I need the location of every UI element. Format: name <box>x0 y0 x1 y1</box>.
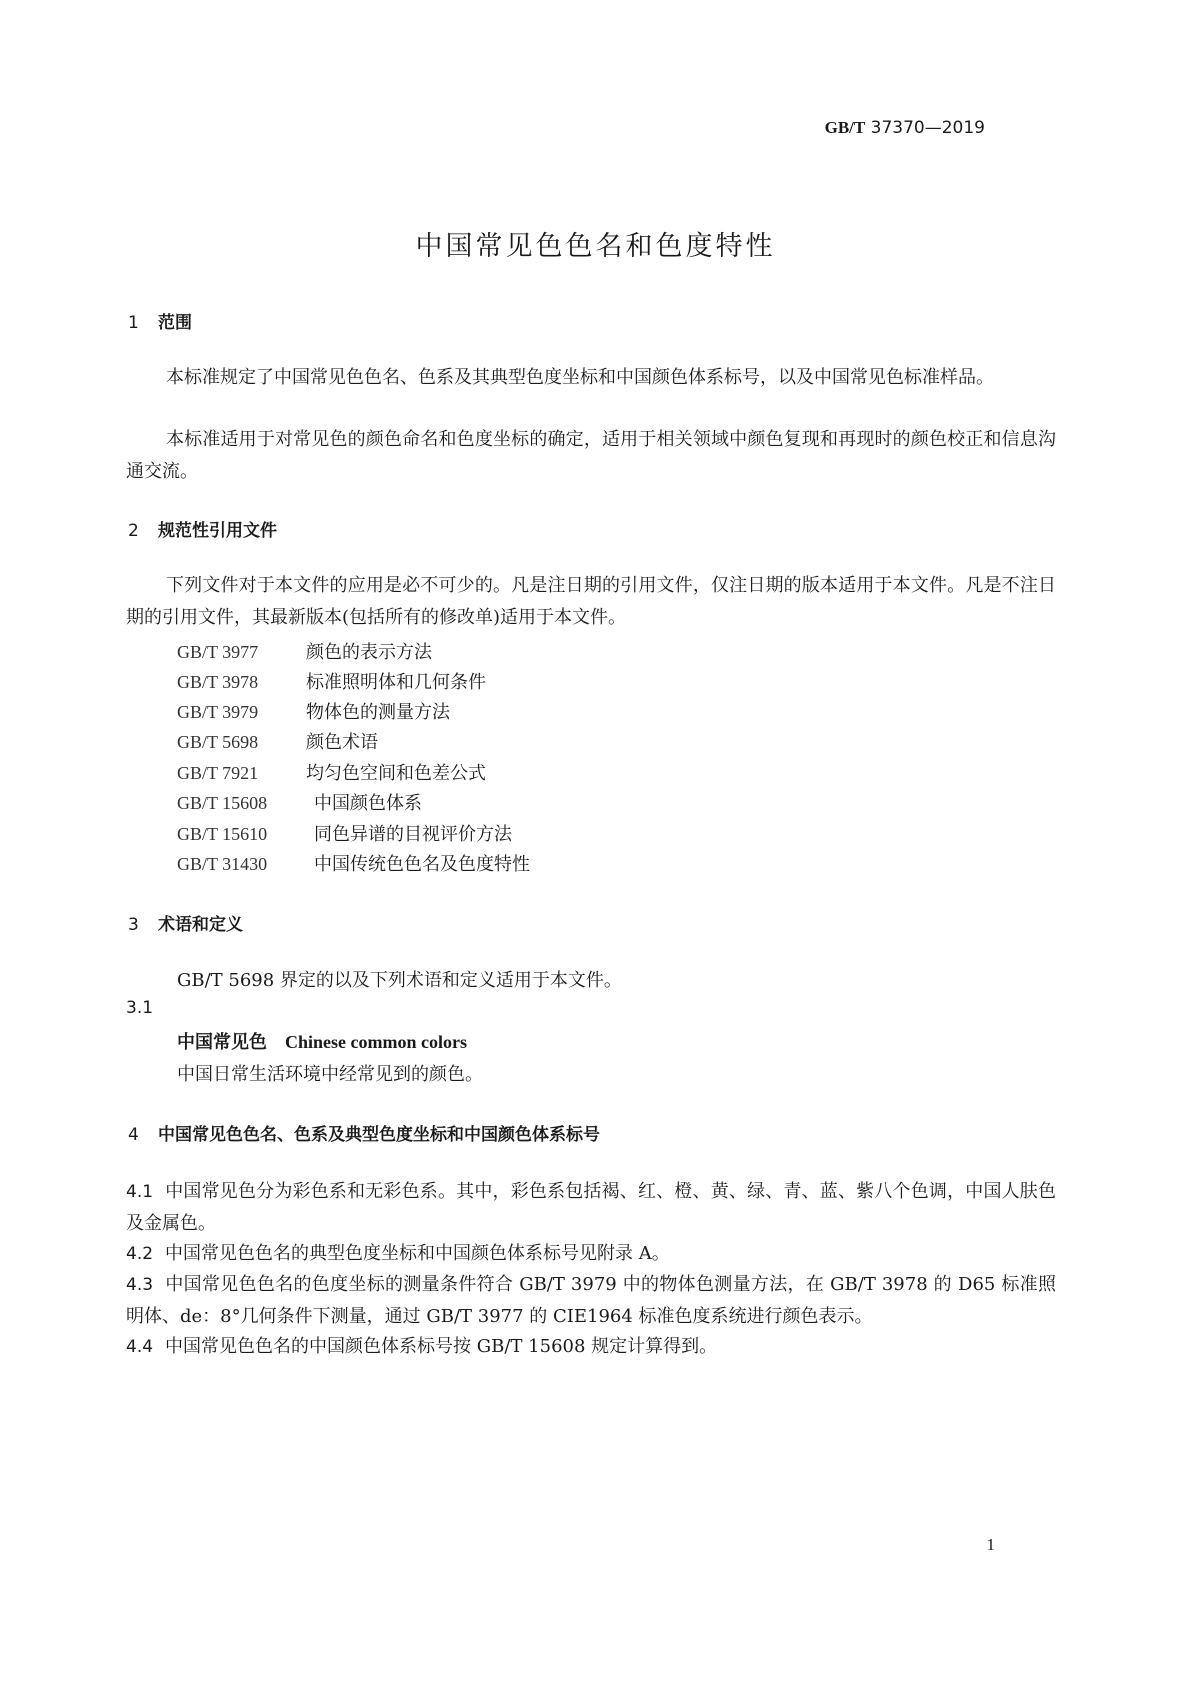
reference-title: 同色异谱的目视评价方法 <box>314 824 512 845</box>
section-1-paragraph-2: 本标准适用于对常见色的颜色命名和色度坐标的确定，适用于相关领域中颜色复现和再现时的颜色校正和信息沟通交流。 <box>126 429 1056 482</box>
reference-item <box>177 728 378 754</box>
section-title: 中国常见色色名、色系及典型色度坐标和中国颜色体系标号 <box>158 1125 600 1145</box>
reference-code: GB/T 7921 <box>177 763 259 783</box>
term-definition: 中国日常生活环境中经常见到的颜色。 <box>177 1064 483 1085</box>
reference-code: GB/T 5698 <box>177 732 259 752</box>
section-2-heading <box>128 516 277 541</box>
reference-item <box>177 759 486 785</box>
section-1-paragraph-1: 本标准规定了中国常见色色名、色系及其典型色度坐标和中国颜色体系标号，以及中国常见色标准样品。 <box>166 367 994 388</box>
clause-4-3 <box>126 1269 1056 1333</box>
section-number: 1 <box>128 313 139 333</box>
reference-item <box>177 668 486 694</box>
clause-4-4 <box>126 1331 1056 1363</box>
reference-code: GB/T 3978 <box>177 672 259 692</box>
reference-code: GB/T 3977 <box>177 642 259 662</box>
reference-item <box>177 698 450 724</box>
reference-code: GB/T 15608 <box>177 793 268 813</box>
section-title: 术语和定义 <box>158 915 243 935</box>
section-3-heading <box>128 910 243 935</box>
reference-code: GB/T 15610 <box>177 824 268 844</box>
standard-code: 37370—2019 <box>870 118 985 138</box>
clause-4-2 <box>126 1238 1056 1270</box>
section-2-paragraph: 下列文件对于本文件的应用是必不可少的。凡是注日期的引用文件，仅注日期的版本适用于本文件。凡是不注日期的引用文件，其最新版本(包括所有的修改单)适用于本文件。 <box>126 575 1056 628</box>
section-1-heading <box>128 308 192 333</box>
reference-item <box>177 850 530 876</box>
section-number: 2 <box>128 521 139 541</box>
term-entry <box>177 1028 467 1054</box>
section-title: 范围 <box>158 313 192 333</box>
page-number: 1 <box>986 1535 995 1554</box>
reference-title: 标准照明体和几何条件 <box>306 672 486 693</box>
clause-number: 4.1 <box>126 1182 154 1202</box>
clause-text: 中国常见色色名的色度坐标的测量条件符合 GB/T 3979 中的物体色测量方法，在 GB/T 3978 的 D65 标准照明体、de：8°几何条件下测量，通过 GB/T 3977 的 CIE1964 标准色度系统进行颜色表示。 <box>126 1274 1056 1327</box>
reference-title: 中国传统色色名及色度特性 <box>314 854 530 875</box>
clause-text: 中国常见色分为彩色系和无彩色系。其中，彩色系包括褐、红、橙、黄、绿、青、蓝、紫八个色调，中国人肤色及金属色。 <box>126 1181 1056 1234</box>
term-english: Chinese common colors <box>285 1032 467 1052</box>
subsection-number: 3.1 <box>126 998 154 1018</box>
reference-title: 物体色的测量方法 <box>306 702 450 723</box>
clause-number: 4.4 <box>126 1337 154 1357</box>
section-number: 3 <box>128 915 139 935</box>
reference-code: GB/T 3979 <box>177 702 259 722</box>
clause-number: 4.3 <box>126 1275 154 1295</box>
section-3-paragraph: GB/T 5698 界定的以及下列术语和定义适用于本文件。 <box>177 970 622 991</box>
standard-number <box>825 118 985 138</box>
document-title: 中国常见色色名和色度特性 <box>415 231 776 262</box>
reference-title: 中国颜色体系 <box>314 793 422 814</box>
section-4-heading <box>128 1120 600 1145</box>
reference-item <box>177 638 432 664</box>
reference-title: 颜色术语 <box>306 732 378 753</box>
clause-4-1 <box>126 1176 1056 1240</box>
standard-prefix: GB/T <box>824 118 866 137</box>
section-number: 4 <box>128 1125 139 1145</box>
clause-text: 中国常见色色名的中国颜色体系标号按 GB/T 15608 规定计算得到。 <box>165 1336 718 1357</box>
clause-text: 中国常见色色名的典型色度坐标和中国颜色体系标号见附录 A。 <box>165 1243 670 1264</box>
reference-title: 颜色的表示方法 <box>306 642 432 663</box>
section-title: 规范性引用文件 <box>158 521 277 541</box>
clause-number: 4.2 <box>126 1244 154 1264</box>
reference-item <box>177 789 422 815</box>
reference-item <box>177 820 512 846</box>
reference-code: GB/T 31430 <box>177 854 268 874</box>
reference-title: 均匀色空间和色差公式 <box>306 763 486 784</box>
term-chinese: 中国常见色 <box>177 1032 267 1053</box>
